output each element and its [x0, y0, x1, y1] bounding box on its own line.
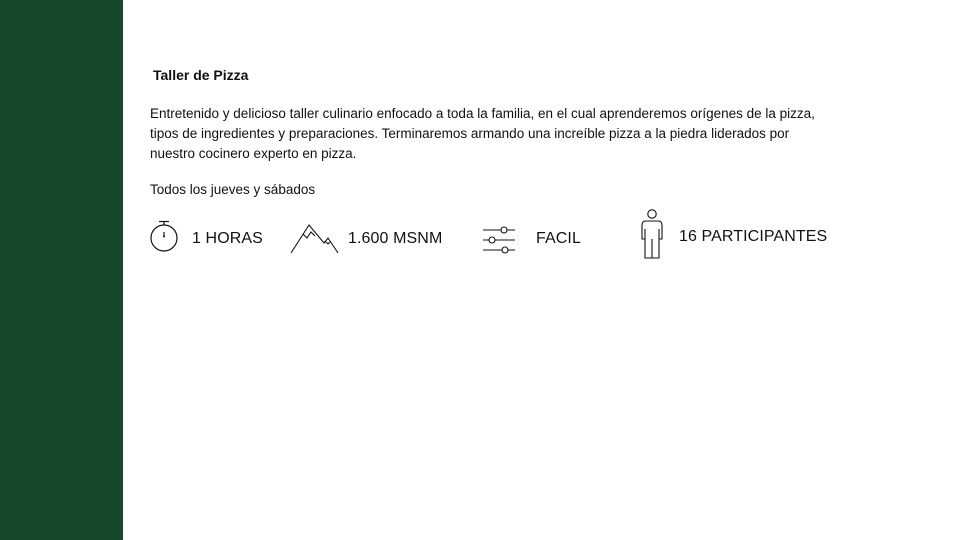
- difficulty-label: FACIL: [536, 230, 581, 247]
- green-sidebar: [0, 0, 123, 540]
- schedule-text: Todos los jueves y sábados: [150, 182, 316, 197]
- stopwatch-icon: [148, 219, 180, 253]
- page-title: Taller de Pizza: [153, 67, 249, 83]
- sliders-icon: [482, 224, 516, 256]
- mountain-icon: [290, 222, 340, 254]
- person-icon: [640, 209, 664, 259]
- description-text: Entretenido y delicioso taller culinario enfocado a toda la familia, en el cual aprenderemos orígenes de la pizza, tipos de ingredientes y preparaciones. Terminaremos armando una increíble pizza a la piedra liderados por nuestro cocinero experto en pizza.: [150, 106, 815, 161]
- duration-label: 1 HORAS: [192, 230, 263, 247]
- participants-label: 16 PARTICIPANTES: [679, 228, 828, 245]
- altitude-label: 1.600 MSNM: [348, 230, 443, 247]
